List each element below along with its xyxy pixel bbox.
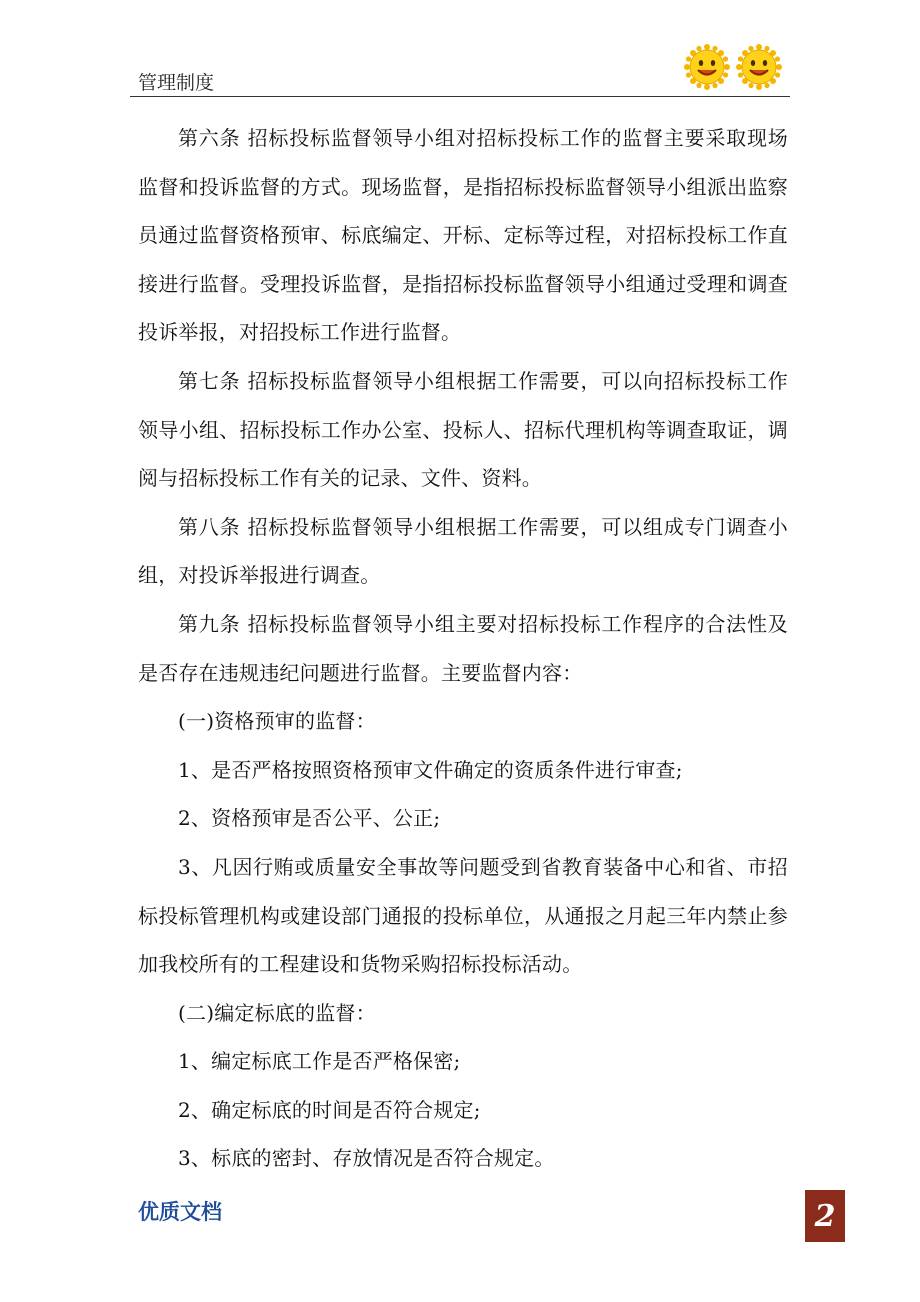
list-item: 3、凡因行贿或质量安全事故等问题受到省教育装备中心和省、市招标投标管理机构或建设部门通报的投标单位，从通报之月起三年内禁止参加我校所有的工程建设和货物采购招标投标活动。 [138, 854, 788, 977]
footer-label: 优质文档 [138, 1200, 222, 1224]
list-item: 1、编定标底工作是否严格保密; [178, 1049, 461, 1074]
header-divider [130, 96, 790, 97]
list-item: 3、标底的密封、存放情况是否符合规定。 [178, 1146, 555, 1171]
page-number-badge: 2 [805, 1190, 845, 1242]
paragraph-article-8: 第八条 招标投标监督领导小组根据工作需要，可以组成专门调查小组，对投诉举报进行调查。 [138, 514, 788, 588]
list-item: 2、资格预审是否公平、公正; [178, 806, 441, 831]
smiley-sun-icon [684, 44, 730, 90]
list-item: 1、是否严格按照资格预审文件确定的资质条件进行审查; [178, 757, 683, 782]
list-item: 2、确定标底的时间是否符合规定; [178, 1097, 481, 1122]
paragraph-article-6: 第六条 招标投标监督领导小组对招标投标工作的监督主要采取现场监督和投诉监督的方式。现场监督，是指招标投标监督领导小组派出监察员通过监督资格预审、标底编定、开标、定标等过程，对招标投标工作直接进行监督。受理投诉监督，是指招标投标监督领导小组通过受理和调查投诉举报，对招投标工作进行监督。 [138, 126, 788, 345]
smiley-sun-icon [736, 44, 782, 90]
paragraph-article-9: 第九条 招标投标监督领导小组主要对招标投标工作程序的合法性及是否存在违规违纪问题进行监督。主要监督内容： [138, 611, 788, 685]
document-body [138, 114, 788, 1183]
header-title: 管理制度 [138, 72, 215, 94]
paragraph-article-7: 第七条 招标投标监督领导小组根据工作需要，可以向招标投标工作领导小组、招标投标工作办公室、投标人、招标代理机构等调查取证，调阅与招标投标工作有关的记录、文件、资料。 [138, 368, 788, 491]
section-heading-prequalification: (一)资格预审的监督： [178, 709, 376, 734]
section-heading-base-price: (二)编定标底的监督： [178, 1000, 376, 1025]
